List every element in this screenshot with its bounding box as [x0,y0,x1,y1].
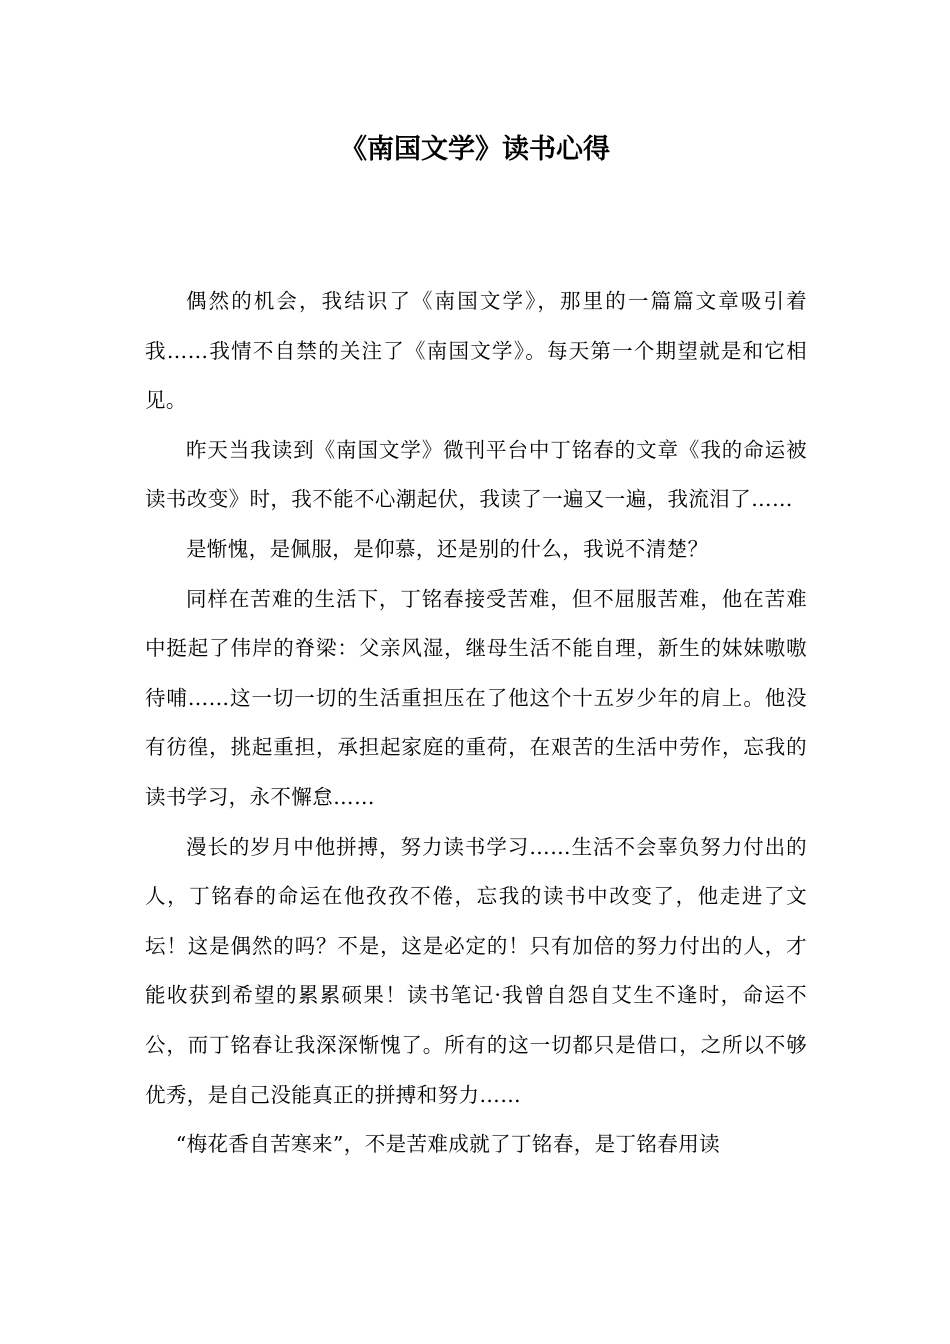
paragraph-2: 昨天当我读到《南国文学》微刊平台中丁铭春的文章《我的命运被读书改变》时，我不能不心潮起伏，我读了一遍又一遍，我流泪了…… [145,437,807,512]
document-body [145,277,807,1170]
paragraph-5: 漫长的岁月中他拼搏，努力读书学习……生活不会辜负努力付出的人，丁铭春的命运在他孜孜不倦，忘我的读书中改变了，他走进了文坛！这是偶然的吗？不是，这是必定的！只有加倍的努力付出的人，才能收获到希望的累累硕果！读书笔记·我曾自怨自艾生不逢时，命运不公，而丁铭春让我深深惭愧了。所有的这一切都只是借口，之所以不够优秀，是自己没能真正的拼搏和努力…… [145,834,807,1107]
paragraph-6: “梅花香自苦寒来”，不是苦难成就了丁铭春，是丁铭春用读 [175,1132,721,1157]
paragraph-4: 同样在苦难的生活下，丁铭春接受苦难，但不屈服苦难，他在苦难中挺起了伟岸的脊梁：父亲风湿，继母生活不能自理，新生的妹妹嗷嗷待哺……这一切一切的生活重担压在了他这个十五岁少年的肩上。他没有彷徨，挑起重担，承担起家庭的重荷，在艰苦的生活中劳作，忘我的读书学习，永不懈怠…… [145,586,807,809]
paragraph-3: 是惭愧，是佩服，是仰慕，还是别的什么，我说不清楚？ [186,536,709,561]
paragraph-1: 偶然的机会，我结识了《南国文学》，那里的一篇篇文章吸引着我……我情不自禁的关注了《南国文学》。每天第一个期望就是和它相见。 [145,289,807,413]
document-title: 《南国文学》读书心得 [340,134,610,165]
